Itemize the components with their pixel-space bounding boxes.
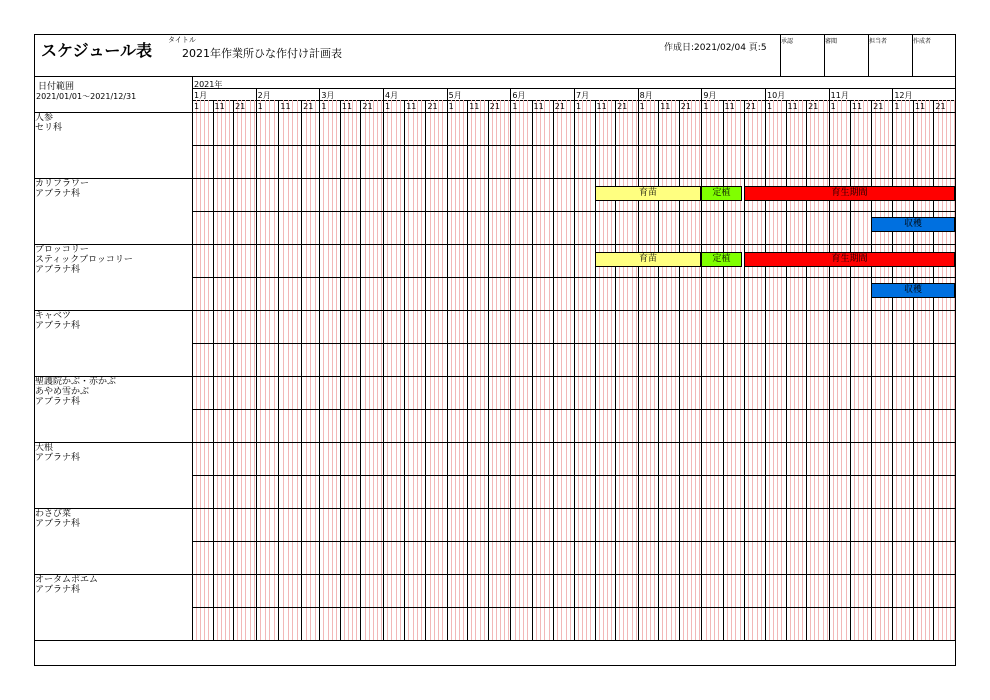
day-line	[540, 100, 541, 640]
day-line	[671, 100, 672, 640]
dekad-line	[488, 100, 489, 640]
dekad-line	[850, 100, 851, 640]
day-line	[292, 100, 293, 640]
month-line	[892, 88, 893, 640]
day-line	[767, 100, 773, 640]
day-line	[727, 100, 728, 640]
day-line	[773, 100, 774, 640]
sheet-title: スケジュール表	[41, 41, 153, 60]
day-line	[884, 100, 885, 640]
day-line	[954, 100, 955, 640]
day-line	[858, 100, 859, 640]
row-subline	[192, 607, 956, 608]
dekad-line	[786, 100, 787, 640]
day-line	[570, 100, 571, 640]
day-line	[662, 100, 663, 640]
day-line	[650, 100, 651, 640]
row-line	[34, 376, 956, 377]
day-line	[237, 100, 238, 640]
dekad-line	[913, 100, 914, 640]
day-line	[905, 100, 906, 640]
day-label: 21	[554, 102, 565, 111]
day-line	[950, 100, 951, 640]
day-label: 21	[808, 102, 819, 111]
day-line	[369, 100, 370, 640]
day-line	[938, 100, 939, 640]
day-label: 21	[489, 102, 500, 111]
task-bar: 収穫	[871, 283, 955, 298]
day-line	[740, 100, 741, 640]
day-label: 11	[724, 102, 735, 111]
day-label: 11	[406, 102, 417, 111]
day-line	[710, 100, 711, 640]
day-label: 1	[385, 102, 391, 111]
day-line	[515, 100, 516, 640]
month-label: 8月	[639, 91, 653, 100]
month-line	[829, 88, 830, 640]
day-line	[863, 100, 864, 640]
created-info	[664, 40, 767, 53]
day-line	[221, 100, 222, 640]
day-line	[417, 100, 418, 640]
row-line	[34, 640, 956, 641]
date-range-value: 2021/01/01～2021/12/31	[36, 92, 137, 101]
day-line	[603, 100, 604, 640]
page-label: 頁:	[748, 43, 761, 53]
day-line	[611, 100, 612, 640]
dekad-line	[658, 100, 659, 640]
day-label: 1	[894, 102, 900, 111]
day-line	[561, 100, 562, 640]
day-line	[265, 100, 266, 640]
month-label: 4月	[385, 91, 399, 100]
day-label: 21	[935, 102, 946, 111]
month-label: 6月	[512, 91, 526, 100]
day-line	[448, 100, 454, 640]
day-line	[599, 100, 600, 640]
row-subline	[192, 343, 956, 344]
day-label: 1	[639, 102, 645, 111]
day-line	[385, 100, 391, 640]
day-line	[229, 100, 230, 640]
day-line	[586, 100, 587, 640]
day-label: 11	[214, 102, 225, 111]
month-line	[638, 88, 639, 640]
crop-name: キャベツ アブラナ科	[35, 311, 81, 331]
day-line	[627, 100, 628, 640]
signoff-label: 審閲	[825, 38, 838, 45]
dekad-line	[723, 100, 724, 640]
day-line	[790, 100, 791, 640]
day-line	[241, 100, 242, 640]
dekad-line	[806, 100, 807, 640]
day-line	[381, 100, 382, 640]
row-line	[34, 508, 956, 509]
row-subline	[192, 541, 956, 542]
dekad-line	[301, 100, 302, 640]
month-label: 11月	[830, 91, 849, 100]
day-line	[731, 100, 732, 640]
signoff-label: 作成者	[913, 38, 932, 45]
month-label: 7月	[576, 91, 590, 100]
year-label: 2021年	[194, 80, 223, 89]
day-line	[352, 100, 353, 640]
day-line	[471, 100, 472, 640]
day-line	[400, 100, 401, 640]
day-line	[480, 100, 481, 640]
day-line	[735, 100, 736, 640]
month-line	[574, 88, 575, 640]
day-line	[929, 100, 930, 640]
dekad-line	[467, 100, 468, 640]
day-label: 11	[660, 102, 671, 111]
dekad-line	[871, 100, 872, 640]
day-line	[699, 100, 700, 640]
day-line	[619, 100, 620, 640]
task-bar: 育苗	[595, 186, 701, 201]
task-bar: 定植	[701, 252, 742, 267]
dekad-line	[595, 100, 596, 640]
month-label: 12月	[894, 91, 913, 100]
day-line	[434, 100, 435, 640]
day-line	[377, 100, 378, 640]
day-line	[391, 100, 392, 640]
day-line	[315, 100, 316, 640]
month-line	[192, 88, 193, 640]
month-line	[510, 88, 511, 640]
day-line	[921, 100, 922, 640]
day-line	[646, 100, 647, 640]
header-divider	[34, 76, 956, 77]
dekad-line	[340, 100, 341, 640]
day-line	[837, 100, 838, 640]
day-line	[373, 100, 374, 640]
day-label: 11	[280, 102, 291, 111]
day-line	[875, 100, 876, 640]
day-line	[942, 100, 943, 640]
day-label: 1	[703, 102, 709, 111]
day-line	[909, 100, 910, 640]
crop-name: カリフラワー アブラナ科	[35, 179, 90, 199]
day-line	[310, 100, 311, 640]
crop-name: 聖護院かぶ・赤かぶ あやめ雪かぶ アブラナ科	[35, 377, 117, 407]
day-label: 21	[745, 102, 756, 111]
day-line	[348, 100, 349, 640]
day-label: 11	[533, 102, 544, 111]
day-line	[827, 100, 828, 640]
day-label: 1	[194, 102, 200, 111]
month-label: 9月	[703, 91, 717, 100]
day-line	[254, 100, 255, 640]
day-line	[781, 100, 782, 640]
day-line	[854, 100, 855, 640]
task-bar: 育生期間	[744, 186, 955, 201]
day-line	[888, 100, 889, 640]
day-line	[544, 100, 545, 640]
dekad-line	[553, 100, 554, 640]
day-label: 11	[341, 102, 353, 111]
dekad-line	[404, 100, 405, 640]
day-line	[336, 100, 337, 640]
day-line	[519, 100, 520, 640]
row-line	[34, 574, 956, 575]
month-label: 5月	[448, 91, 462, 100]
day-line	[666, 100, 667, 640]
schedule-title: 2021年作業所ひな作付け計画表	[182, 47, 342, 60]
month-label: 3月	[321, 91, 335, 100]
day-line	[245, 100, 246, 640]
page-number: 5	[760, 43, 767, 53]
dekad-line	[744, 100, 745, 640]
crop-name: 大根 アブラナ科	[35, 443, 81, 463]
day-line	[204, 100, 205, 640]
day-line	[925, 100, 926, 640]
day-line	[777, 100, 778, 640]
day-label: 21	[617, 102, 628, 111]
day-line	[590, 100, 591, 640]
row-line	[34, 244, 956, 245]
row-subline	[192, 475, 956, 476]
day-line	[328, 100, 329, 640]
day-label: 1	[448, 102, 454, 111]
day-label: 1	[257, 102, 263, 111]
day-line	[582, 100, 583, 640]
day-line	[901, 100, 902, 640]
crop-name: オータムポエム アブラナ科	[35, 575, 99, 595]
day-label: 21	[303, 102, 314, 111]
day-line	[846, 100, 847, 640]
created-date: 2021/02/04	[694, 43, 746, 53]
crop-name: 人参 セリ科	[35, 113, 63, 133]
month-line	[256, 88, 257, 640]
day-line	[654, 100, 655, 640]
signoff-label: 担当者	[869, 38, 888, 45]
day-line	[823, 100, 824, 640]
day-line	[917, 100, 918, 640]
signoff-divider	[824, 34, 825, 76]
day-line	[818, 100, 819, 640]
month-label: 10月	[767, 91, 786, 100]
day-line	[225, 100, 226, 640]
day-line	[523, 100, 524, 640]
task-bar: 育生期間	[744, 252, 955, 267]
day-line	[288, 100, 289, 640]
month-line	[319, 88, 320, 640]
day-label: 11	[851, 102, 863, 111]
day-line	[408, 100, 409, 640]
day-line	[794, 100, 795, 640]
day-label: 1	[512, 102, 518, 111]
day-line	[283, 100, 284, 640]
day-line	[396, 100, 397, 640]
row-subline	[192, 277, 956, 278]
day-line	[442, 100, 443, 640]
dekad-line	[213, 100, 214, 640]
task-bar: 定植	[701, 186, 742, 201]
day-label: 21	[873, 102, 884, 111]
task-bar: 育苗	[595, 252, 701, 267]
day-line	[810, 100, 811, 640]
day-label: 1	[830, 102, 836, 111]
day-line	[576, 100, 582, 640]
day-line	[257, 100, 263, 640]
day-line	[332, 100, 333, 640]
row-subline	[192, 409, 956, 410]
day-label: 21	[680, 102, 691, 111]
day-line	[841, 100, 842, 640]
day-line	[500, 100, 501, 640]
day-label: 11	[596, 102, 607, 111]
day-line	[814, 100, 815, 640]
day-line	[639, 100, 645, 640]
day-line	[683, 100, 684, 640]
day-label: 1	[576, 102, 582, 111]
month-line	[383, 88, 384, 640]
day-line	[413, 100, 414, 640]
day-line	[757, 100, 758, 640]
day-line	[459, 100, 460, 640]
row-line	[34, 310, 956, 311]
day-line	[217, 100, 218, 640]
row-subline	[192, 211, 956, 212]
day-line	[675, 100, 676, 640]
day-label: 11	[914, 102, 926, 111]
day-line	[344, 100, 345, 640]
day-line	[496, 100, 497, 640]
signoff-divider	[780, 34, 781, 76]
created-label: 作成日:	[664, 43, 695, 53]
signoff-label: 承認	[781, 38, 794, 45]
day-line	[463, 100, 464, 640]
row-line	[34, 178, 956, 179]
day-line	[274, 100, 275, 640]
day-line	[438, 100, 439, 640]
day-line	[484, 100, 485, 640]
dekad-line	[933, 100, 934, 640]
day-line	[194, 100, 200, 640]
day-line	[208, 100, 209, 640]
dekad-line	[679, 100, 680, 640]
day-line	[504, 100, 505, 640]
day-label: 21	[235, 102, 246, 111]
day-label: 1	[767, 102, 773, 111]
date-range-label: 日付範囲	[38, 82, 75, 92]
day-line	[356, 100, 357, 640]
day-label: 11	[787, 102, 798, 111]
day-line	[623, 100, 624, 640]
day-line	[714, 100, 715, 640]
day-line	[566, 100, 567, 640]
day-line	[798, 100, 799, 640]
day-line	[508, 100, 509, 640]
day-line	[718, 100, 719, 640]
day-line	[607, 100, 608, 640]
signoff-divider	[912, 34, 913, 76]
grid-top-line	[34, 112, 956, 113]
day-line	[761, 100, 762, 640]
day-line	[475, 100, 476, 640]
day-line	[706, 100, 707, 640]
day-line	[632, 100, 633, 640]
task-bar: 収穫	[871, 217, 955, 232]
month-line	[447, 88, 448, 640]
crop-name: ブロッコリー スティックブロッコリー アブラナ科	[35, 245, 133, 275]
day-line	[557, 100, 558, 640]
dekad-line	[615, 100, 616, 640]
day-line	[687, 100, 688, 640]
day-line	[894, 100, 900, 640]
day-line	[802, 100, 803, 640]
dekad-line	[360, 100, 361, 640]
day-line	[830, 100, 836, 640]
month-line	[765, 88, 766, 640]
day-label: 1	[321, 102, 327, 111]
day-line	[297, 100, 298, 640]
day-line	[306, 100, 307, 640]
day-line	[549, 100, 550, 640]
day-line	[321, 100, 327, 640]
day-label: 21	[362, 102, 373, 111]
day-line	[365, 100, 366, 640]
day-line	[946, 100, 947, 640]
day-line	[752, 100, 753, 640]
dekad-line	[278, 100, 279, 640]
day-line	[269, 100, 270, 640]
crop-name: わさび菜 アブラナ科	[35, 509, 81, 529]
row-line	[34, 442, 956, 443]
day-line	[527, 100, 528, 640]
dekad-line	[425, 100, 426, 640]
day-label: 21	[427, 102, 438, 111]
day-line	[691, 100, 692, 640]
day-line	[421, 100, 422, 640]
month-line	[701, 88, 702, 640]
day-line	[636, 100, 637, 640]
day-line	[492, 100, 493, 640]
day-line	[695, 100, 696, 640]
dekad-line	[233, 100, 234, 640]
signoff-divider	[868, 34, 869, 76]
day-line	[455, 100, 456, 640]
day-line	[867, 100, 868, 640]
dekad-line	[532, 100, 533, 640]
day-line	[430, 100, 431, 640]
day-line	[748, 100, 749, 640]
day-line	[880, 100, 881, 640]
day-line	[200, 100, 201, 640]
day-line	[536, 100, 537, 640]
day-line	[250, 100, 251, 640]
month-label: 2月	[257, 91, 271, 100]
row-subline	[192, 145, 956, 146]
day-label: 11	[469, 102, 480, 111]
month-label: 1月	[194, 91, 208, 100]
title-label: タイトル	[168, 36, 196, 44]
